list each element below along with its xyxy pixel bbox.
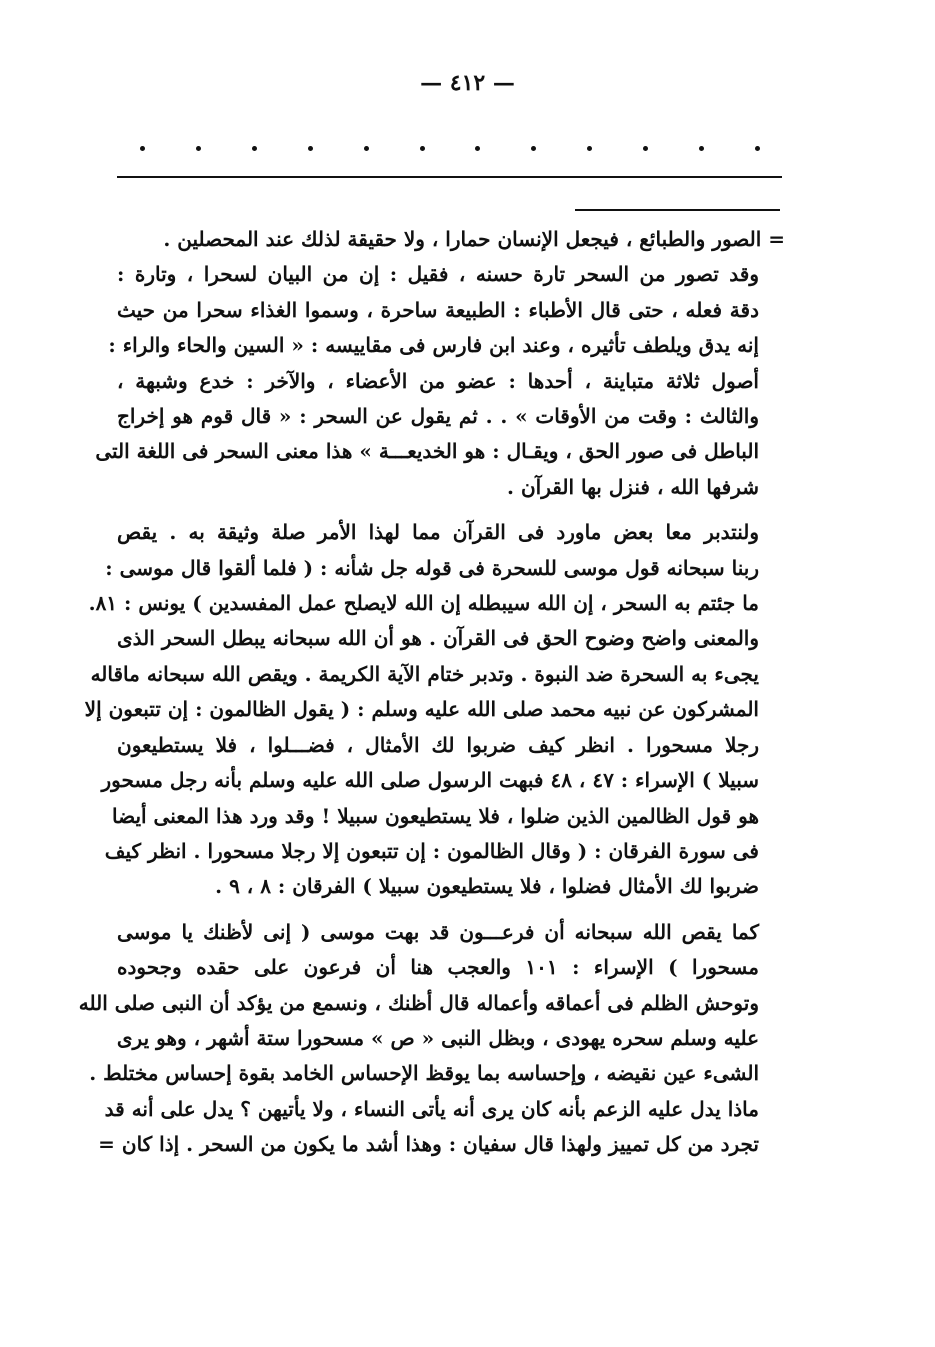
ornament-dot — [364, 146, 369, 151]
text-line: فى سورة الفرقان : ( وقال الظالمون : إن تتبعون إلا رجلا مسحورا . انظر كيف — [104, 838, 759, 863]
ornament-dot — [252, 146, 257, 151]
text-line: أصول ثلاثة متباينة ، أحدها : عضو من الأعضاء ، والآخر : خدع وشبهة ، — [117, 368, 759, 393]
text-line: كما يقص الله سبحانه أن فرعـــون قد بهت موسى ( إنى لأظنك يا موسى — [117, 919, 760, 944]
paragraph — [84, 515, 785, 904]
text-line: الشىء عين نقيضه ، وإحساسه بما يوقظ الإحساس الخامد بقوة إحساس مختلط . — [89, 1061, 759, 1086]
ornament-dot — [196, 146, 201, 151]
text-line: رجلا مسحورا . انظر كيف ضربوا لك الأمثال ، فضـــلوا ، فلا يستطيعون — [117, 732, 759, 757]
text-line: ما جئتم به السحر ، إن الله سيبطله إن الله لايصلح عمل المفسدين ) يونس : ٨١. — [88, 591, 759, 616]
text-line: ماذا يدل عليه الزعم بأنه كان يرى أنه يأتى النساء ، ولا يأتيهن ؟ يدل على أنه قد — [104, 1096, 759, 1121]
text-line: إنه يدق ويلطف تأثيره ، وعند ابن فارس فى مقاييسه : « السين والحاء والراء : — [108, 333, 759, 358]
ornament-dot — [475, 146, 480, 151]
ornament-dot — [308, 146, 313, 151]
ornament-dot — [755, 146, 760, 151]
text-line: والمعنى واضح وضوح الحق فى القرآن . هو أن الله سبحانه يبطل السحر الذى — [117, 626, 759, 651]
text-line: ضربوا لك الأمثال فضلوا ، فلا يستطيعون سبيلا ) الفرقان : ٨ ، ٩ . — [215, 874, 759, 899]
text-line: = الصور والطبائع ، فيجعل الإنسان حمارا ، ولا حقيقة لذلك عند المحصلين . — [163, 227, 785, 251]
ornament-dot — [420, 146, 425, 151]
text-line: شرفها الله ، فنزل بها القرآن . — [507, 474, 759, 499]
text-line: المشركون عن نبيه محمد صلى الله عليه وسلم : ( يقول الظالمون : إن تتبعون إلا — [84, 697, 759, 722]
text-line: يجىء به السحرة ضد النبوة . وتدبر ختام الآية الكريمة . ويقص الله سبحانه ماقاله — [90, 661, 759, 686]
body-text — [78, 222, 785, 1163]
text-line: تجرد من كل تمييز ولهذا قال سفيان : وهذا أشد ما يكون من السحر . إذا كان = — [98, 1132, 759, 1157]
text-line: الباطل فى صور الحق ، ويقـال : هو الخديعـــة » هذا معنى السحر فى اللغة التى — [95, 439, 759, 464]
ornament-dot — [531, 146, 536, 151]
ornament-dot — [699, 146, 704, 151]
continuation-rule — [575, 209, 780, 211]
ornament-dot — [643, 146, 648, 151]
text-line: والثالث : وقت من الأوقات » . . ثم يقول عن السحر : « قال قوم هو إخراج — [117, 404, 759, 429]
text-line: ربنا سبحانه قول موسى للسحرة فى قوله جل شأنه : ( فلما ألقوا قال موسى : — [105, 555, 759, 580]
ornament-dot — [140, 146, 145, 151]
paragraph — [78, 915, 785, 1163]
text-line: سبيلا ) الإسراء : ٤٧ ، ٤٨ فبهت الرسول صلى الله عليه وسلم بأنه رجل مسحور — [101, 768, 759, 793]
dotted-ornament — [140, 146, 760, 151]
text-line: وقد تصور من السحر تارة حسنه ، فقيل : إن من البيان لسحرا ، وتارة : — [117, 262, 759, 287]
ornament-dot — [587, 146, 592, 151]
paragraph-continued — [117, 222, 785, 257]
header-rule — [117, 176, 782, 178]
paragraph — [95, 257, 785, 505]
text-line: وتوحش الظلم فى أعماقه وأعماله قال أظنك ، ونسمع من يؤكد أن النبى صلى الله — [78, 990, 759, 1015]
text-line: ولنتدبر معا بعض ماورد فى القرآن مما لهذا الأمر صلة وثيقة به . يقص — [117, 520, 759, 545]
text-line: عليه وسلم سحره يهودى ، وبظل النبى « ص » مسحورا ستة أشهر ، وهو يرى — [116, 1025, 759, 1050]
text-line: دقة فعله ، حتى قال الأطباء : الطبيعة ساحرة ، وسموا الغذاء سحرا من حيث — [117, 297, 759, 322]
text-line: هو قول الظالمين الذين ضلوا ، فلا يستطيعون سبيلا ! وقد ورد هذا المعنى أيضا — [112, 803, 759, 828]
text-line: مسحورا ) الإسراء : ١٠١ والعجب هنا أن فرعون على حقده وجحوده — [117, 955, 759, 980]
page-number: — ٤١٢ — — [420, 70, 515, 96]
